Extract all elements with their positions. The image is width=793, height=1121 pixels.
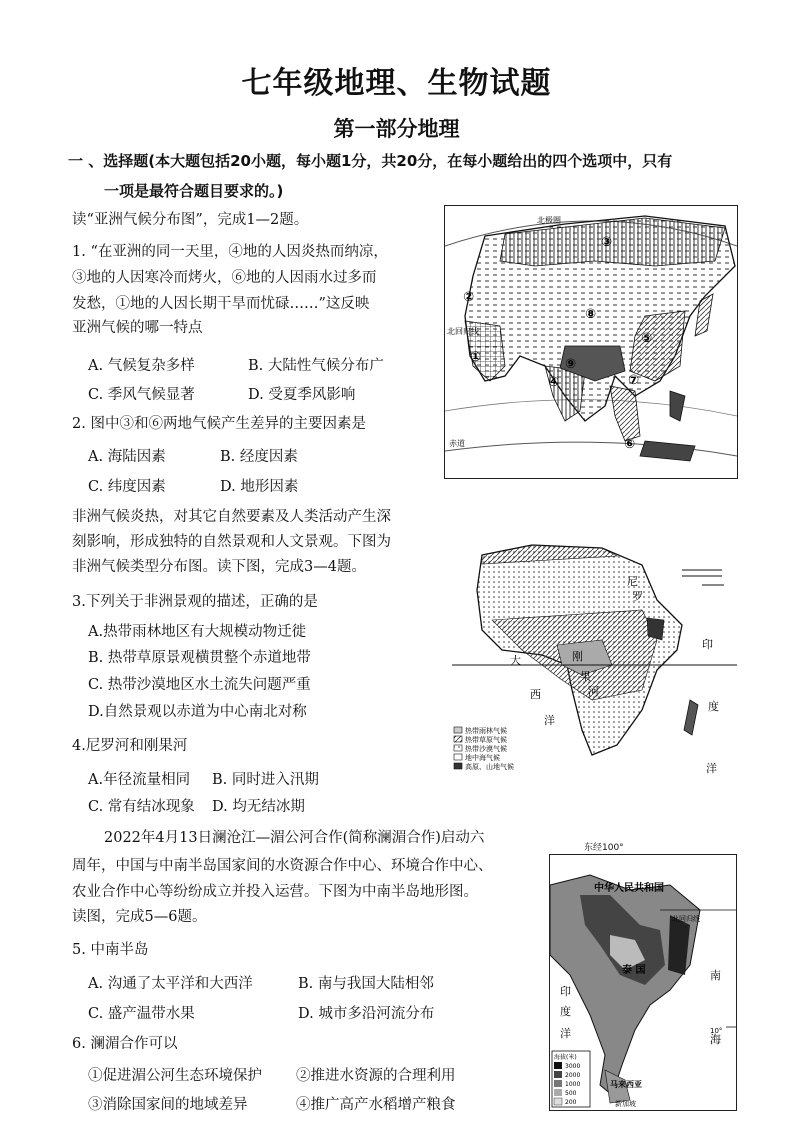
q4-option-d: D. 均无结冰期 [212, 799, 305, 815]
q2-option-b: B. 经度因素 [220, 449, 298, 465]
q1-option-d: D. 受夏季风影响 [248, 387, 356, 403]
se-asia-singapore-label: 新加坡 [615, 1100, 636, 1108]
q4-option-a: A.年径流量相同 [88, 772, 191, 788]
section-heading-line2: 一项是最符合题目要求的。) [104, 182, 284, 200]
q5-option-b: B. 南与我国大陆相邻 [298, 976, 434, 992]
africa-legend-highland: 高原、山地气候 [465, 763, 514, 771]
se-asia-topographic-map [549, 854, 737, 1111]
africa-label-yang1: 洋 [544, 714, 555, 727]
asia-marker-6: ⑥ [624, 437, 636, 452]
intro-mekong-line4: 读图，完成5—6题。 [72, 909, 207, 925]
se-asia-label-hai: 海 [710, 1033, 721, 1046]
se-asia-legend-500: 500 [565, 1090, 577, 1097]
asia-marker-3: ③ [601, 235, 613, 250]
q1-line4: 亚洲气候的哪一特点 [72, 320, 203, 336]
q3-option-a: A.热带雨林地区有大规模动物迁徙 [88, 624, 307, 640]
asia-map-equator-label: 赤道 [449, 439, 465, 448]
se-asia-lat-label: 10° [710, 1027, 723, 1035]
q3-option-c: C. 热带沙漠地区水土流失问题严重 [88, 677, 311, 693]
q2-stem: 2. 图中③和⑥两地气候产生差异的主要因素是 [72, 416, 366, 432]
q4-option-b: B. 同时进入汛期 [212, 772, 319, 788]
africa-legend-desert: 热带沙漠气候 [465, 745, 507, 753]
q1-option-b: B. 大陆性气候分布广 [248, 358, 384, 374]
q1-line1: 1. “在亚洲的同一天里，④地的人因炎热而纳凉， [72, 244, 388, 260]
asia-marker-5: ⑤ [641, 331, 653, 346]
se-asia-longitude-label: 东经100° [584, 843, 624, 853]
asia-marker-4: ④ [548, 375, 560, 390]
q5-option-c: C. 盛产温带水果 [88, 1006, 195, 1022]
q5-option-d: D. 城市多沿河流分布 [298, 1006, 435, 1022]
se-asia-label-yang: 洋 [560, 1027, 571, 1040]
section-heading-line1: 一 、选择题(本大题包括20小题，每小题1分，共20分，在每小题给出的四个选项中，只有 [68, 152, 673, 170]
intro-africa-line2: 刻影响，形成独特的自然景观和人文景观。下图为 [72, 534, 391, 550]
q5-option-a: A. 沟通了太平洋和大西洋 [88, 976, 253, 992]
se-asia-label-du: 度 [560, 1005, 571, 1018]
q2-option-a: A. 海陆因素 [88, 449, 166, 465]
africa-label-da: 大 [510, 654, 521, 667]
q1-option-a: A. 气候复杂多样 [88, 358, 195, 374]
q3-option-b: B. 热带草原景观横贯整个赤道地带 [88, 650, 311, 666]
q3-option-d: D.自然景观以赤道为中心南北对称 [88, 704, 307, 720]
africa-label-yang2: 洋 [706, 762, 717, 775]
africa-label-luo: 罗 [632, 590, 643, 603]
africa-label-guo: 果 [580, 670, 591, 683]
asia-map-tropic-label: 北回归线 [447, 327, 479, 336]
asia-marker-1: ① [470, 350, 482, 365]
africa-legend-mediterranean: 地中海气候 [465, 754, 500, 762]
se-asia-china-label: 中华人民共和国 [594, 883, 664, 894]
africa-legend-rainforest: 热带雨林气候 [465, 727, 507, 735]
se-asia-legend-title: 海拔(米) [554, 1054, 577, 1061]
asia-marker-8: ⑧ [585, 307, 597, 322]
intro-mekong-line2: 周年，中国与中南半岛国家间的水资源合作中心、环境合作中心、 [72, 858, 493, 874]
q1-option-c: C. 季风气候显著 [88, 387, 195, 403]
page-subtitle: 第一部分地理 [333, 117, 460, 141]
intro-asia: 读“亚洲气候分布图”，完成1—2题。 [72, 212, 309, 228]
intro-mekong-line1: 2022年4月13日澜沧江—湄公河合作(简称澜湄合作)启动六 [104, 830, 485, 846]
q6-stem: 6. 澜湄合作可以 [72, 1036, 178, 1052]
q2-option-d: D. 地形因素 [220, 479, 299, 495]
africa-climate-map [452, 540, 737, 775]
africa-label-he: 河 [588, 685, 599, 698]
q4-stem: 4.尼罗河和刚果河 [72, 738, 188, 754]
q6-option-2: ②推进水资源的合理利用 [296, 1068, 456, 1084]
africa-label-du: 度 [708, 700, 719, 713]
se-asia-legend-1000: 1000 [565, 1081, 581, 1088]
se-asia-label-nan: 南 [710, 969, 721, 982]
se-asia-thailand-label: 泰 国 [622, 965, 646, 976]
q1-line2: ③地的人因寒冷而烤火，⑥地的人因雨水过多而 [72, 270, 377, 286]
africa-label-xi: 西 [530, 688, 541, 701]
q1-line3: 发愁，①地的人因长期干旱而忧碌……”这反映 [72, 296, 370, 312]
se-asia-tropic-label: 北回归线 [672, 915, 700, 923]
asia-marker-9: ⑨ [565, 357, 577, 372]
intro-africa-line1: 非洲气候炎热，对其它自然要素及人类活动产生深 [72, 509, 391, 525]
asia-marker-2: ② [463, 290, 475, 305]
se-asia-label-yin: 印 [560, 985, 571, 998]
intro-mekong-line3: 农业合作中心等纷纷成立并投入运营。下图为中南半岛地形图。 [72, 884, 478, 900]
q5-stem: 5. 中南半岛 [72, 942, 149, 958]
asia-marker-7: ⑦ [628, 373, 640, 388]
q2-option-c: C. 纬度因素 [88, 479, 166, 495]
intro-africa-line3: 非洲气候类型分布图。读下图，完成3—4题。 [72, 559, 366, 575]
africa-label-gang: 刚 [572, 650, 583, 663]
q6-option-3: ③消除国家间的地域差异 [88, 1097, 248, 1113]
page-title: 七年级地理、生物试题 [241, 66, 552, 101]
q6-option-1: ①促进湄公河生态环境保护 [88, 1068, 262, 1084]
q6-option-4: ④推广高产水稻增产粮食 [296, 1097, 456, 1113]
se-asia-legend-200: 200 [565, 1099, 577, 1106]
q4-option-c: C. 常有结冰现象 [88, 799, 195, 815]
asia-climate-map [444, 205, 738, 479]
se-asia-legend-2000: 2000 [565, 1072, 581, 1079]
q3-stem: 3.下列关于非洲景观的描述，正确的是 [72, 594, 318, 610]
africa-legend-savanna: 热带草原气候 [465, 736, 507, 744]
se-asia-malaysia-label: 马来西亚 [610, 1080, 642, 1089]
africa-label-ni: 尼 [627, 575, 638, 588]
se-asia-legend-3000: 3000 [565, 1063, 581, 1070]
asia-map-north-circle-label: 北极圈 [537, 216, 561, 225]
africa-label-yin: 印 [702, 638, 713, 651]
